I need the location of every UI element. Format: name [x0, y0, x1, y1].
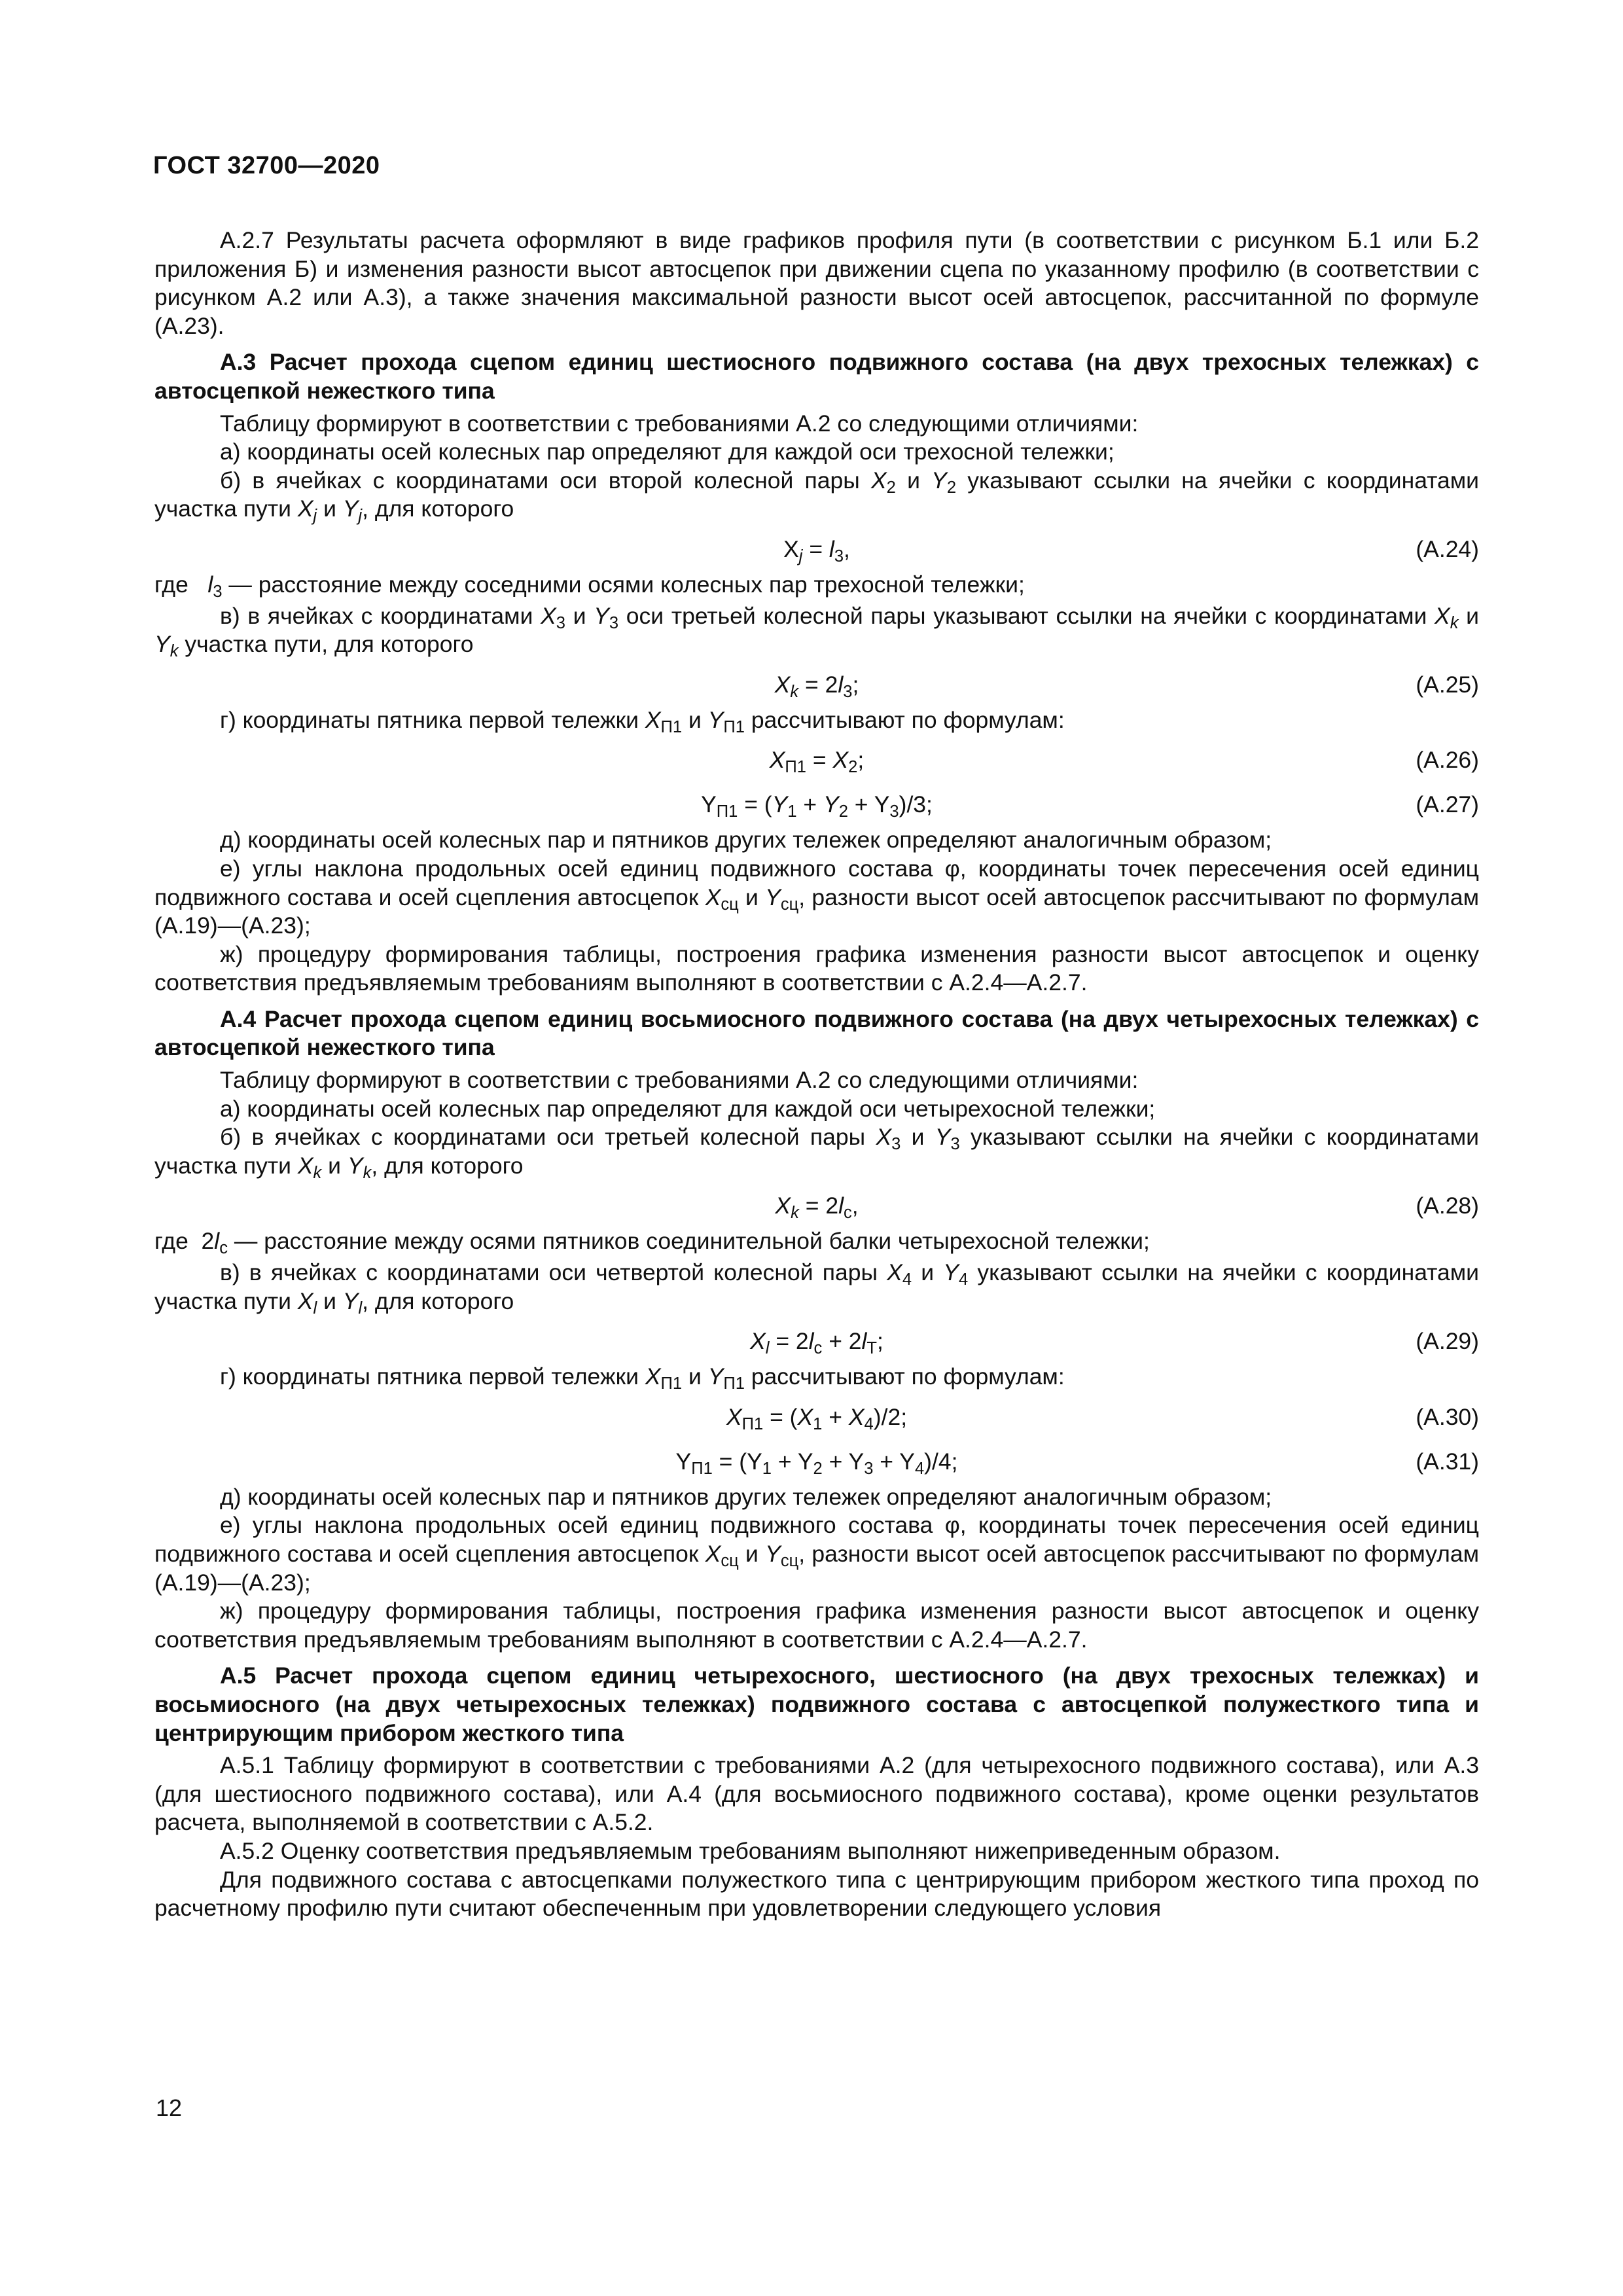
a4-item-e: е) углы наклона продольных осей единиц подвижного состава φ, координаты точек пересечения осей единиц подвижного состава и осей сцепления автосцепок $X_{сц}$ и $Y_{сц}$, разности высот осей автосцепок рассчитывают по формулам (А.19)—(А.23); [154, 1512, 1480, 1596]
doc-header: ГОСТ 32700—2020 [153, 152, 380, 179]
paragraph-condition: Для подвижного состава с автосцепками полужесткого типа с центрирующим прибором жесткого типа проход по расчетному профилю пути считают обеспеченным при удовлетворении следующего условия [154, 1866, 1479, 1922]
equation-a26-number: (А.26) [1416, 747, 1479, 774]
equation-a30-number: (А.30) [1416, 1403, 1479, 1430]
equation-a31-expr: $Y_{П1} = (Y_1 + Y_2 + Y_3 + Y_4)/4$; [675, 1448, 958, 1478]
equation-a29-expr: $X_l = 2l_c + 2l_T$; [750, 1328, 883, 1358]
equation-a24-number: (А.24) [1416, 535, 1479, 562]
page-number: 12 [156, 2094, 183, 2121]
a3-item-d: д) координаты осей колесных пар и пятников других тележек определяют аналогичным образом; [220, 827, 1272, 853]
a4-item-a: а) координаты осей колесных пар определяют для каждой оси четырехосной тележки; [220, 1095, 1156, 1122]
a4-item-b: б) в ячейках с координатами оси третьей колесной пары $X_3$ и $Y_3$ указывают ссылки на ячейки с координатами участка пути $X_k$ и $Y_k$, для которого [154, 1124, 1480, 1182]
a3-item-e: е) углы наклона продольных осей единиц подвижного состава φ, координаты точек пересечения осей единиц подвижного состава и осей сцепления автосцепок $X_{сц}$ и $Y_{сц}$, разности высот осей автосцепок рассчитывают по формулам (А.19)—(А.23); [154, 855, 1480, 939]
equation-a24 [154, 530, 1479, 568]
equation-a30-expr: $X_{П1} = (X_1 + X_4)/2$; [726, 1403, 908, 1433]
equation-a29-number: (А.29) [1416, 1328, 1479, 1355]
a3-item-zh: ж) процедуру формирования таблицы, построения графика изменения разности высот автосцепок и оценку соответствия предъявляемым требованиям выполняют в соответствии с А.2.4—А.2.7. [154, 941, 1479, 996]
a4-where: где $2l_c$ — расстояние между осями пятников соединительной балки четырехосной тележки; [154, 1228, 1150, 1258]
equation-a31-number: (А.31) [1416, 1448, 1479, 1475]
a3-item-g: г) координаты пятника первой тележки $X_{П1}$ и $Y_{П1}$ рассчитывают по формулам: [220, 706, 1065, 736]
paragraph-a52: А.5.2 Оценку соответствия предъявляемым требованиям выполняют нижеприведенным образом. [220, 1837, 1281, 1864]
a4-item-v: в) в ячейках с координатами оси четвертой колесной пары $X_4$ и $Y_4$ указывают ссылки на ячейки с координатами участка пути $X_l$ и $Y_l$, для которого [154, 1259, 1480, 1318]
a4-intro: Таблицу формируют в соответствии с требованиями А.2 со следующими отличиями: [220, 1067, 1139, 1094]
equation-a26-expr: $X_{П1} = X_2$; [769, 747, 865, 777]
a3-intro: Таблицу формируют в соответствии с требованиями А.2 со следующими отличиями: [220, 410, 1139, 437]
equation-a26 [154, 741, 1479, 779]
equation-a24-expr: $X_j = l_3$, [783, 535, 850, 566]
equation-a28 [154, 1187, 1479, 1225]
equation-a30 [154, 1398, 1479, 1436]
equation-a29 [154, 1322, 1479, 1360]
a3-item-a: а) координаты осей колесных пар определяют для каждой оси трехосной тележки; [220, 439, 1115, 465]
document-body [154, 226, 1479, 1923]
a4-item-d: д) координаты осей колесных пар и пятников других тележек определяют аналогичным образом; [220, 1483, 1272, 1510]
heading-a5: А.5 Расчет прохода сцепом единиц четырехосного, шестиосного (на двух трехосных тележках) и восьмиосного (на двух четырехосных тележках) подвижного состава с автосцепкой полужесткого типа и центрирующим прибором жесткого типа [154, 1662, 1479, 1746]
equation-a27-expr: $Y_{П1} = (Y_1 + Y_2 + Y_3)/3$; [701, 791, 933, 821]
paragraph-a51: А.5.1 Таблицу формируют в соответствии с требованиями А.2 (для четырехосного подвижного состава), или А.3 (для шестиосного подвижного состава), или А.4 (для восьмиосного подвижного состава), кроме оценки результатов расчета, выполняемой в соответствии с А.5.2. [154, 1752, 1479, 1836]
equation-a28-expr: $X_k = 2l_c$, [775, 1193, 859, 1223]
equation-a27-number: (А.27) [1416, 791, 1479, 818]
equation-a25 [154, 666, 1479, 704]
equation-a31 [154, 1443, 1479, 1480]
a3-where: где $l_3$ — расстояние между соседними осями колесных пар трехосной тележки; [154, 571, 1025, 601]
equation-a25-number: (А.25) [1416, 671, 1479, 698]
equation-a28-number: (А.28) [1416, 1193, 1479, 1219]
heading-a3: А.3 Расчет прохода сцепом единиц шестиосного подвижного состава (на двух трехосных тележках) с автосцепкой нежесткого типа [154, 349, 1479, 404]
heading-a4: А.4 Расчет прохода сцепом единиц восьмиосного подвижного состава (на двух четырехосных тележках) с автосцепкой нежесткого типа [154, 1005, 1479, 1061]
equation-a25-expr: $X_k = 2l_3$; [774, 671, 859, 701]
a3-item-b: б) в ячейках с координатами оси второй колесной пары $X_2$ и $Y_2$ указывают ссылки на ячейки с координатами участка пути $X_j$ и $Y_j$, для которого [154, 467, 1480, 526]
a4-item-zh: ж) процедуру формирования таблицы, построения графика изменения разности высот автосцепок и оценку соответствия предъявляемым требованиям выполняют в соответствии с А.2.4—А.2.7. [154, 1598, 1479, 1653]
paragraph-a27: А.2.7 Результаты расчета оформляют в виде графиков профиля пути (в соответствии с рисунком Б.1 или Б.2 приложения Б) и изменения разности высот автосцепок при движении сцепа по указанному профилю (в соответствии с рисунком А.2 или А.3), а также значения максимальной разности высот осей автосцепок, рассчитанной по формуле (А.23). [154, 227, 1479, 339]
a4-item-g: г) координаты пятника первой тележки $X_{П1}$ и $Y_{П1}$ рассчитывают по формулам: [220, 1363, 1065, 1393]
equation-a27 [154, 785, 1479, 823]
a3-item-v: в) в ячейках с координатами $X_3$ и $Y_3$ оси третьей колесной пары указывают ссылки на ячейки с координатами $X_k$ и $Y_k$ участка пути, для которого [154, 602, 1479, 661]
